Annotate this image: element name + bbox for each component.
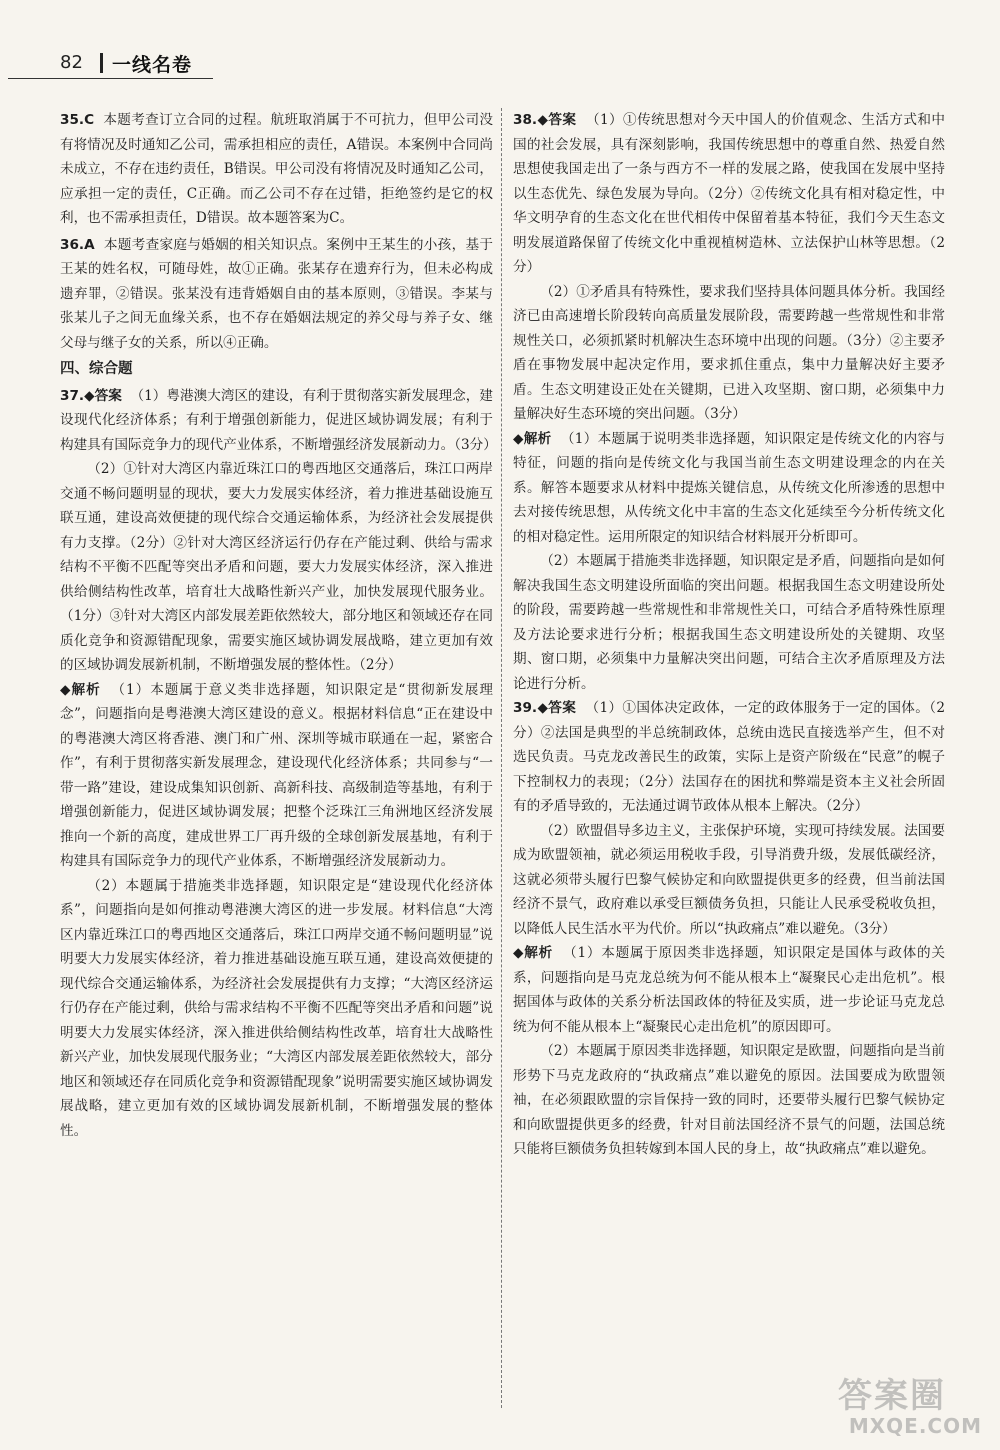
question-38-answer-1: [513, 108, 945, 280]
question-37-analysis-1: [60, 678, 493, 874]
question-number: 38.: [513, 112, 538, 128]
section-heading: 四、综合题: [60, 361, 133, 377]
page-header: [0, 0, 1000, 80]
question-number: 39.: [513, 700, 538, 716]
question-37-analysis-2: （2）本题属于措施类非选择题，知识限定是“建设现代化经济体系”，问题指向是如何推动粤港澳大湾区的进一步发展。材料信息“大湾区内靠近珠江口的粤西地区交通落后，珠江口两岸交通不畅问题明显”说明要大力发展实体经济，着力推进基础设施互联互通，建设高效便捷的现代综合交通运输体系，为经济社会发展提供有力支撑；“大湾区经济运行仍存在产能过剩，供给与需求结构不平衡不匹配等突出矛盾和问题”说明要大力发展实体经济，深入推进供给侧结构性改革，培育壮大战略性新兴产业，加快发展现代服务业；“大湾区内部发展差距依然较大，部分地区和领域还存在同质化竞争和资源错配现象”说明需要实施区域协调发展战略，建立更加有效的区域协调发展新机制，不断增强发展的整体性。: [60, 877, 493, 1139]
column-divider: [501, 108, 502, 1408]
answer-text: （1）①传统思想对今天中国人的价值观念、生活方式和中国的社会发展，具有深刻影响，我国传统思想中的尊重自然、热爱自然思想使我国走出了一条与西方不一样的发展之路，使我国在发展中坚持以生态优先、绿色发展为导向。（2分）②传统文化具有相对稳定性，中华文明孕育的生态文化在世代相传中保留着基本特征，我们今天生态文明发展道路保留了传统文化中重视植树造林、立法保护山林等思想。（2分）: [513, 112, 946, 275]
page-number: 82: [60, 52, 83, 73]
question-number: 37.: [60, 387, 85, 404]
analysis-tag: ◆解析: [513, 430, 552, 447]
question-39-analysis-2: （2）本题属于原因类非选择题，知识限定是欧盟，问题指向是当前形势下马克龙政府的“执政痛点”难以避免的原因。法国要成为欧盟领袖，在必须跟欧盟的宗旨保持一致的同时，还要带头履行巴黎气候协定和向欧盟提供更多的经费，针对目前法国经济不景气的问题，法国总统只能将巨额债务负担转嫁到本国人民的身上，故“执政痛点”难以避免。: [513, 1043, 945, 1157]
question-38-analysis-1: [513, 427, 945, 550]
question-text: 本题考查订立合同的过程。航班取消属于不可抗力，但甲公司没有将情况及时通知乙公司，需承担相应的责任，A错误。本案例中合同尚未成立，不存在违约责任，B错误。甲公司没有将情况及时通知乙公司，应承担一定的责任，C正确。而乙公司不存在过错，拒绝签约是它的权利，也不需承担责任，D错误。故本题答案为C。: [60, 112, 493, 226]
question-38-analysis-2: （2）本题属于措施类非选择题，知识限定是矛盾，问题指向是如何解决我国生态文明建设所面临的突出问题。根据我国生态文明建设所处的阶段，需要跨越一些常规性和非常规性关口，可结合矛盾特殊性原理及方法论要求进行分析；根据我国生态文明建设所处的关键期、攻坚期、窗口期，必须集中力量解决突出问题，可结合主次矛盾原理及方法论进行分析。: [513, 553, 945, 692]
analysis-text: （1）本题属于说明类非选择题，知识限定是传统文化的内容与特征，问题的指向是传统文化与我国当前生态文明建设理念的内在关系。解答本题要求从材料中提炼关键信息，从传统文化所渗透的思想中去对接传统思想，从传统文化中丰富的生态文化延续至今分析传统文化的相对稳定性。运用所限定的知识结合材料展开分析即可。: [513, 430, 945, 545]
question-39-analysis-1: [513, 941, 945, 1039]
answer-tag: ◆答案: [84, 387, 122, 404]
site-watermark: [838, 1378, 988, 1442]
watermark-url: MXQE.COM: [848, 1414, 982, 1438]
right-column: [513, 108, 945, 1162]
analysis-text: （1）本题属于原因类非选择题，知识限定是国体与政体的关系，问题指向是马克龙总统为何不能从根本上“凝聚民心走出危机”。根据国体与政体的关系分析法国政体的特征及实质，进一步论证马克龙总统为何不能从根本上“凝聚民心走出危机”的原因即可。: [513, 945, 945, 1035]
answer-tag: ◆答案: [537, 112, 577, 128]
analysis-tag: ◆解析: [60, 681, 101, 698]
question-39-answer-2: （2）欧盟倡导多边主义，主张保护环境，实现可持续发展。法国要成为欧盟领袖，就必须运用税收手段，引导消费升级，发展低碳经济，这就必须带头履行巴黎气候协定和向欧盟提供更多的经费，但当前法国经济不景气，政府难以承受巨额债务负担，只能让人民承受税收负担，以降低人民生活水平为代价。所以“执政痛点”难以避免。（3分）: [513, 822, 945, 937]
question-36: [60, 233, 493, 356]
header-rule: [8, 78, 213, 79]
answer-tag: ◆答案: [537, 700, 577, 716]
header-separator: [100, 53, 103, 73]
answer-text: （1）粤港澳大湾区的建设，有利于贯彻落实新发展理念，建设现代化经济体系；有利于增强创新能力，促进区域协调发展；有利于构建具有国际竞争力的现代产业体系，不断增强经济发展新动力。（3分）: [60, 387, 497, 453]
analysis-tag: ◆解析: [513, 945, 553, 961]
question-37-answer-1: [60, 384, 497, 458]
question-number: 36.A: [60, 236, 95, 253]
question-35: [60, 108, 493, 231]
question-39-answer-1: [513, 696, 945, 819]
question-37-answer-2: （2）①针对大湾区内靠近珠江口的粤西地区交通落后，珠江口两岸交通不畅问题明显的现状，要大力发展实体经济，着力推进基础设施互联互通，建设高效便捷的现代综合交通运输体系，为经济社会发展提供有力支撑。（2分）②针对大湾区经济运行仍存在产能过剩、供给与需求结构不平衡不匹配等突出矛盾和问题，要大力发展实体经济，深入推进供给侧结构性改革，培育壮大战略性新兴产业，加快发展现代服务业。（1分）③针对大湾区内部发展差距依然较大，部分地区和领域还存在同质化竞争和资源错配现象，需要实施区域协调发展战略，建立更加有效的区域协调发展新机制，不断增强发展的整体性。（2分）: [60, 461, 493, 673]
watermark-logo-text: 答案圈: [838, 1376, 946, 1416]
left-column: [60, 108, 497, 1143]
analysis-text: （1）本题属于意义类非选择题，知识限定是“贯彻新发展理念”，问题指向是粤港澳大湾区建设的意义。根据材料信息“正在建设中的粤港澳大湾区将香港、澳门和广州、深圳等城市联通在一起，紧密合作”，有利于贯彻落实新发展理念，建设现代化经济体系；共同参与“一带一路”建设，建设成集知识创新、高新科技、高级制造等基地，有利于增强创新能力，促进区域协调发展；把整个泛珠江三角洲地区经济发展推向一个新的高度，建成世界工厂再升级的全球创新发展基地，有利于构建具有国际竞争力的现代产业体系，不断增强经济发展新动力。: [60, 681, 493, 869]
answer-text: （1）①国体决定政体，一定的政体服务于一定的国体。（2分）②法国是典型的半总统制政体，总统由选民直接选举产生，但不对选民负责。马克龙改善民生的政策，实际上是资产阶级在“民意”的幌子下控制权力的表现；（2分）法国存在的困扰和弊端是资本主义社会所固有的矛盾导致的，无法通过调节政体从根本上解决。（2分）: [513, 700, 945, 814]
question-text: 本题考查家庭与婚姻的相关知识点。案例中王某生的小孩，基于王某的姓名权，可随母姓，故①正确。张某存在遗弃行为，但未必构成遗弃罪，②错误。张某没有违背婚姻自由的基本原则，③错误。李某与张某儿子之间无血缘关系，也不存在婚姻法规定的养父母与养子女、继父母与继子女的关系，所以④正确。: [60, 236, 493, 351]
question-number: 35.C: [60, 112, 95, 128]
question-38-answer-2: （2）①矛盾具有特殊性，要求我们坚持具体问题具体分析。我国经济已由高速增长阶段转向高质量发展阶段，需要跨越一些常规性和非常规性关口，必须抓紧时机解决生态环境中出现的问题。（3分）②主要矛盾在事物发展中起决定作用，要求抓住重点，集中力量解决好主要矛盾。生态文明建设正处在关键期，已进入攻坚期、窗口期，必须集中力量解决好生态环境的突出问题。（3分）: [513, 283, 945, 422]
book-title: 一线名卷: [112, 54, 193, 76]
